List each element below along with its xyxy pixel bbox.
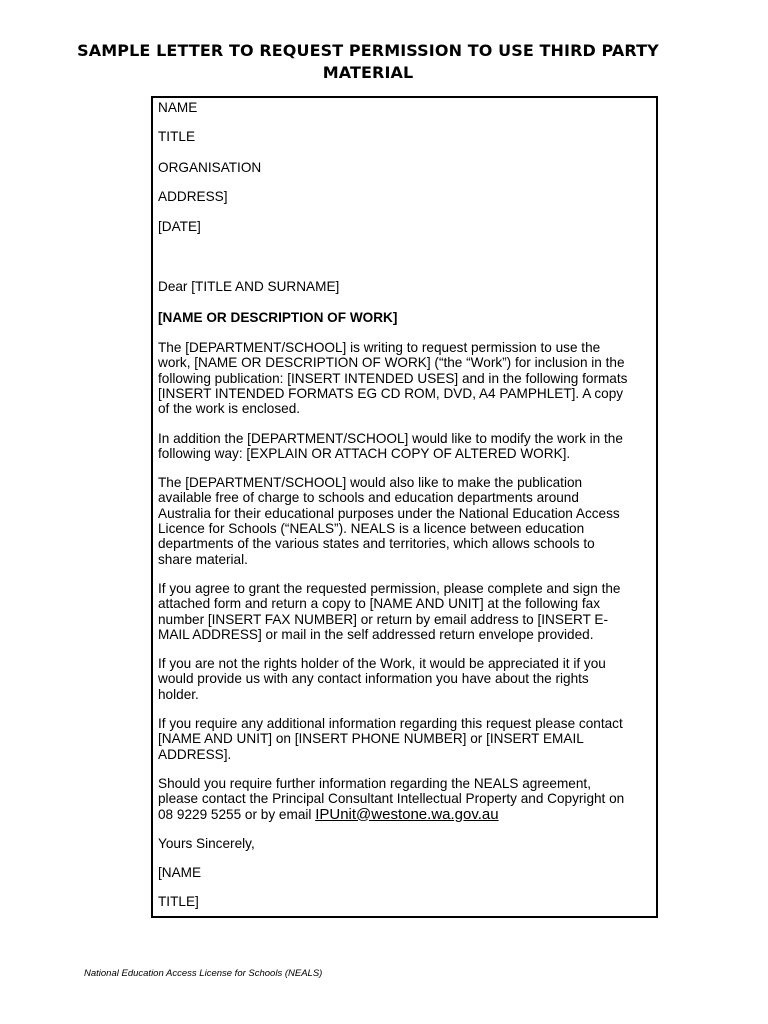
email-link[interactable]: IPUnit@westone.wa.gov.au bbox=[315, 805, 499, 823]
paragraph-line: If you agree to grant the requested permission, please complete and sign the bbox=[158, 580, 621, 596]
paragraph-line: Licence for Schools (“NEALS”). NEALS is a licence between education bbox=[158, 521, 585, 537]
paragraph-line: number [INSERT FAX NUMBER] or return by email address to [INSERT E- bbox=[158, 611, 609, 627]
paragraph-line: If you are not the rights holder of the Work, it would be appreciated it if you bbox=[158, 656, 606, 672]
paragraph-line: If you require any additional information regarding this request please contact bbox=[158, 716, 623, 732]
paragraph-line: ADDRESS]. bbox=[158, 746, 232, 762]
recipient-name: NAME bbox=[158, 100, 198, 115]
recipient-title: TITLE bbox=[158, 129, 196, 145]
paragraph-line: attached form and return a copy to [NAME AND UNIT] at the following fax bbox=[158, 596, 600, 612]
paragraph-line: following publication: [INSERT INTENDED USES] and in the following formats bbox=[158, 370, 628, 386]
paragraph-request bbox=[158, 340, 650, 416]
paragraph-line: would provide us with any contact information you have about the rights bbox=[158, 671, 589, 687]
paragraph-line: work, [NAME OR DESCRIPTION OF WORK] (“the “Work”) for inclusion in the bbox=[158, 355, 625, 371]
paragraph-line: [NAME AND UNIT] on [INSERT PHONE NUMBER] or [INSERT EMAIL bbox=[158, 731, 584, 747]
signatory-title: TITLE] bbox=[158, 894, 199, 910]
paragraph-line: share material. bbox=[158, 551, 248, 567]
contact-phone-text: 08 9229 5255 or by email bbox=[158, 806, 316, 822]
paragraph-agree bbox=[158, 581, 650, 642]
paragraph-additional-info bbox=[158, 716, 650, 762]
letter-template-box bbox=[151, 96, 658, 918]
paragraph-neals-contact bbox=[158, 776, 650, 822]
document-title-line-2: MATERIAL bbox=[322, 63, 414, 82]
paragraph-line: holder. bbox=[158, 686, 199, 702]
paragraph-line: The [DEPARTMENT/SCHOOL] is writing to request permission to use the bbox=[158, 340, 601, 356]
paragraph-line: please contact the Principal Consultant Intellectual Property and Copyright on bbox=[158, 791, 625, 807]
paragraph-line: MAIL ADDRESS] or mail in the self addressed return envelope provided. bbox=[158, 626, 594, 642]
paragraph-line: The [DEPARTMENT/SCHOOL] would also like to make the publication bbox=[158, 475, 583, 491]
paragraph-line: available free of charge to schools and education departments around bbox=[158, 490, 579, 506]
paragraph-line: following way: [EXPLAIN OR ATTACH COPY OF ALTERED WORK]. bbox=[158, 445, 571, 461]
paragraph-line-with-email bbox=[158, 807, 650, 822]
paragraph-line: [INSERT INTENDED FORMATS EG CD ROM, DVD, A4 PAMPHLET]. A copy bbox=[158, 385, 624, 401]
paragraph-line: In addition the [DEPARTMENT/SCHOOL] would like to modify the work in the bbox=[158, 430, 623, 446]
paragraph-line: departments of the various states and territories, which allows schools to bbox=[158, 536, 595, 552]
signatory-name: [NAME bbox=[158, 865, 202, 881]
paragraph-rights-holder bbox=[158, 656, 650, 702]
recipient-address: ADDRESS] bbox=[158, 188, 228, 204]
letter-subject: [NAME OR DESCRIPTION OF WORK] bbox=[158, 309, 398, 325]
recipient-organisation: ORGANISATION bbox=[158, 159, 262, 175]
paragraph-modify bbox=[158, 431, 650, 462]
footer-note: National Education Access License for Schools (NEALS) bbox=[84, 968, 323, 979]
letter-date: [DATE] bbox=[158, 219, 201, 235]
paragraph-neals bbox=[158, 475, 650, 567]
document-title-line-1: SAMPLE LETTER TO REQUEST PERMISSION TO USE THIRD PARTY bbox=[77, 41, 659, 60]
document-title bbox=[60, 40, 676, 84]
paragraph-line: Australia for their educational purposes under the National Education Access bbox=[158, 505, 620, 521]
closing: Yours Sincerely, bbox=[158, 835, 255, 851]
salutation: Dear [TITLE AND SURNAME] bbox=[158, 279, 340, 295]
paragraph-line: Should you require further information regarding the NEALS agreement, bbox=[158, 775, 591, 791]
paragraph-line: of the work is enclosed. bbox=[158, 401, 301, 417]
